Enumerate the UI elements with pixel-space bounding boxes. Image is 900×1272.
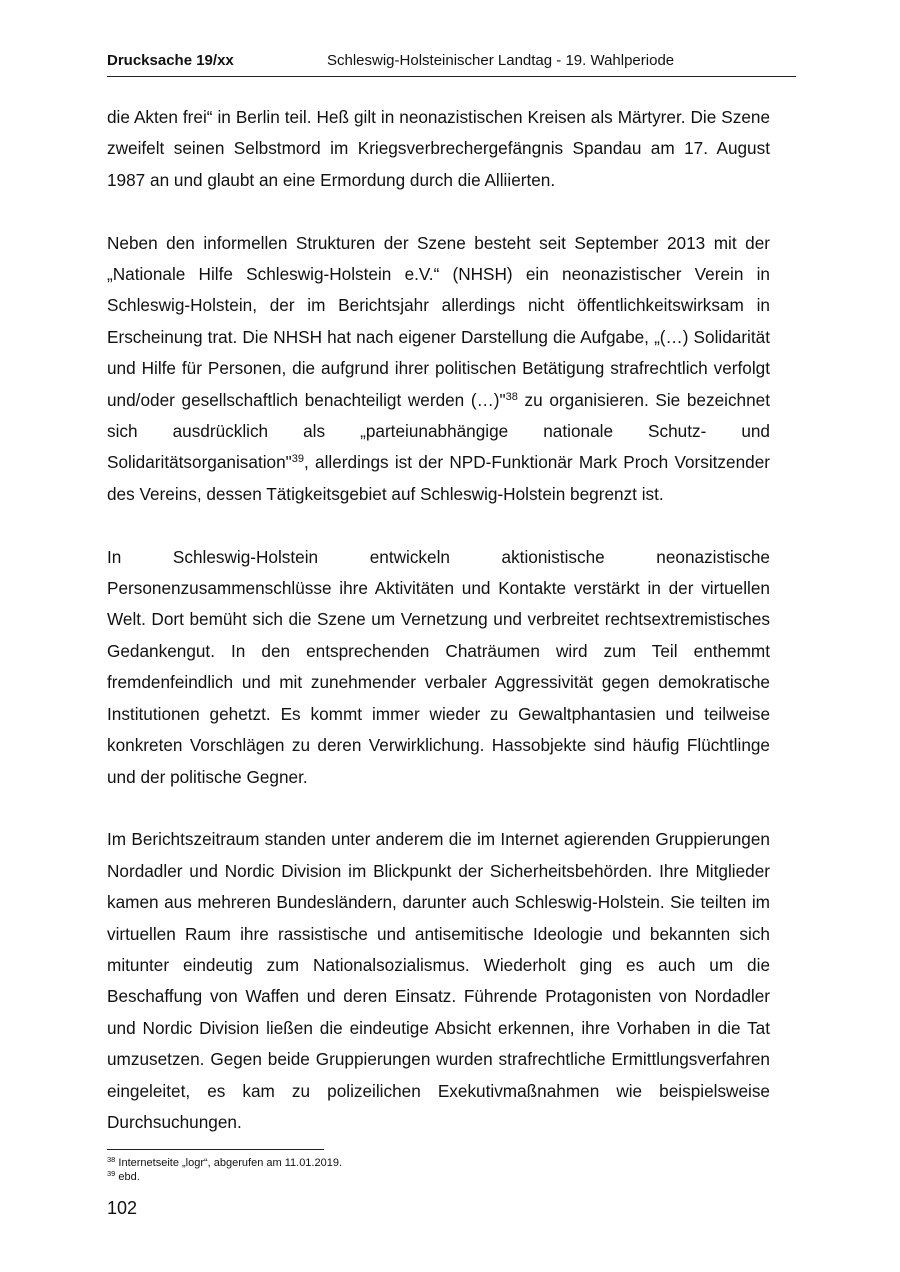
paragraph-2: [107, 228, 770, 511]
page-header: [107, 52, 796, 77]
parliament-title: Schleswig-Holsteinischer Landtag - 19. Wahlperiode: [327, 52, 675, 69]
footnote-39: [107, 1170, 342, 1184]
paragraph-2-text-a: Neben den informellen Strukturen der Szene besteht seit September 2013 mit der „Nationale Hilfe Schleswig-Holstein e.V.“ (NHSH) ein neonazistischer Verein in Schleswig-Holstein, der im Berichtsjahr allerdings nicht öffentlichkeitswirksam in Erscheinung trat. Die NHSH hat nach eigener Darstellung die Aufgabe, „(…) Solidarität und Hilfe für Personen, die aufgrund ihrer politischen Betätigung strafrechtlich verfolgt und/oder gesellschaftlich benachteiligt werden (…)": [107, 232, 770, 410]
footnotes: [107, 1156, 342, 1184]
paragraph-1: die Akten frei“ in Berlin teil. Heß gilt in neonazistischen Kreisen als Märtyrer. Die Szene zweifelt seinen Selbstmord im Kriegsverbrechergefängnis Spandau am 17. August 1987 an und glaubt an eine Ermordung durch die Alliierten.: [107, 107, 770, 190]
footnote-number: 39: [107, 1169, 116, 1178]
paragraph-2-text-c: , allerdings ist der NPD-Funktionär Mark Proch Vorsitzender des Vereins, dessen Tätigkeitsgebiet auf Schleswig-Holstein begrenzt ist.: [107, 452, 770, 504]
footnote-text: ebd.: [118, 1171, 140, 1183]
footnote-text: Internetseite „logr“, abgerufen am 11.01.2019.: [118, 1157, 343, 1169]
footnote-number: 38: [107, 1155, 116, 1164]
page-number: 102: [107, 1198, 138, 1218]
paragraph-4: Im Berichtszeitraum standen unter anderem die im Internet agierenden Gruppierungen Nordadler und Nordic Division im Blickpunkt der Sicherheitsbehörden. Ihre Mitglieder kamen aus mehreren Bundesländern, darunter auch Schleswig-Holstein. Sie teilten im virtuellen Raum ihre rassistische und antisemitische Ideologie und bekannten sich mitunter eindeutig zum Nationalsozialismus. Wiederholt ging es auch um die Beschaffung von Waffen und deren Einsatz. Führende Protagonisten von Nordadler und Nordic Division ließen die eindeutige Absicht erkennen, ihre Vorhaben in die Tat umzusetzen. Gegen beide Gruppierungen wurden strafrechtliche Ermittlungsverfahren eingeleitet, es kam zu polizeilichen Exekutivmaßnahmen wie beispielsweise Durchsuchungen.: [107, 829, 770, 1132]
footnote-38: [107, 1156, 342, 1170]
footnote-ref-39[interactable]: 39: [291, 453, 305, 466]
paragraph-2-text-b: zu organisieren. Sie bezeichnet sich ausdrücklich als „parteiunabhängige nationale Schutz- und Solidaritätsorganisation": [107, 389, 770, 473]
paragraph-3: In Schleswig-Holstein entwickeln aktionistische neonazistische Personenzusammenschlüsse ihre Aktivitäten und Kontakte verstärkt in der virtuellen Welt. Dort bemüht sich die Szene um Vernetzung und verbreitet rechtsextremistisches Gedankengut. In den entsprechenden Chaträumen wird zum Teil enthemmt fremdenfeindlich und mit zunehmender verbaler Aggressivität gegen demokratische Institutionen gehetzt. Es kommt immer wieder zu Gewaltphantasien und teilweise konkreten Vorschlägen zu deren Verwirklichung. Hassobjekte sind häufig Flüchtlinge und der politische Gegner.: [107, 546, 770, 787]
main-text: [107, 102, 770, 1170]
footnote-ref-38[interactable]: 38: [505, 390, 518, 403]
document-number: Drucksache 19/xx: [107, 52, 234, 69]
footnote-separator: [107, 1149, 324, 1150]
